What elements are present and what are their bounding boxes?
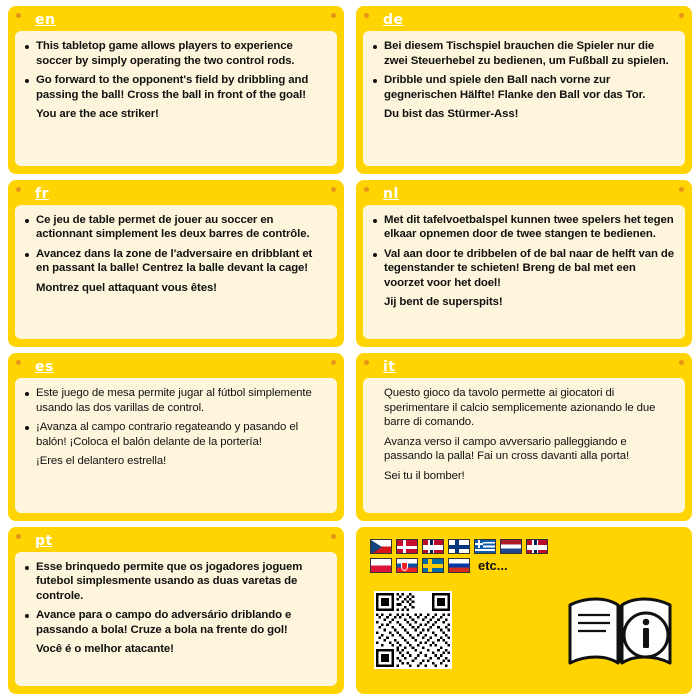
bullet-icon-blank (24, 287, 33, 291)
bullet-icon (372, 219, 381, 223)
bullet-icon-blank (24, 113, 33, 117)
text-panel-fr (15, 205, 337, 340)
info-bottom-row (366, 575, 682, 687)
paragraph-text: Val aan door te dribbelen of de bal naar de helft van de tegenstander te schieten! Breng de bal met een voorzet voor het doel! (384, 247, 674, 289)
paragraph (24, 420, 328, 449)
paragraph-text: Avanza verso il campo avversario palleggiando e passando la palla! Fai un cross davanti alla porta! (384, 435, 630, 463)
flag-czech-icon (370, 539, 392, 554)
bullet-icon-blank (372, 475, 381, 479)
flag-slovakia-icon (396, 558, 418, 573)
language-tag-it: it (383, 359, 396, 375)
paragraph (24, 608, 328, 637)
language-card-en (8, 6, 344, 174)
flag-denmark-icon (396, 539, 418, 554)
language-tag-de: de (383, 12, 404, 28)
bullet-icon (24, 426, 33, 430)
language-card-es (8, 353, 344, 521)
paragraph-text: Avancez dans la zone de l'adversaire en dribblant et en passant la balle! Centrez la balle devant la cage! (36, 247, 313, 275)
bullet-icon-blank (24, 460, 33, 464)
qr-code-icon[interactable] (374, 591, 452, 669)
paragraph-text: Este juego de mesa permite jugar al fútbol simplemente usando las dos varillas de control. (36, 387, 312, 414)
paragraph-text: You are the ace striker! (36, 108, 159, 121)
bullet-icon (372, 253, 381, 257)
flag-russia-icon (448, 558, 470, 573)
bullet-icon (24, 392, 33, 396)
language-card-pt (8, 527, 344, 695)
paragraph (372, 386, 676, 430)
paragraph-text: Sei tu il bomber! (384, 469, 465, 482)
bullet-icon-blank (372, 301, 381, 305)
language-tag-pt: pt (35, 532, 53, 549)
paragraph (372, 213, 676, 242)
bullet-icon-blank (24, 648, 33, 652)
flags-row-secondary (370, 558, 682, 573)
flag-netherlands-icon (500, 539, 522, 554)
paragraph-text: Avance para o campo do adversário driblando e passando a bola! Cruze a bola na frente do gol! (36, 609, 292, 636)
paragraph (372, 295, 676, 310)
flag-poland-icon (370, 558, 392, 573)
language-card-fr (8, 180, 344, 348)
paragraph (24, 213, 328, 242)
paragraph (24, 454, 328, 469)
flag-greece-icon (474, 539, 496, 554)
paragraph (372, 247, 676, 291)
additional-languages-card (356, 527, 692, 695)
paragraph-text: Você é o melhor atacante! (36, 643, 174, 656)
flag-iceland-icon (422, 539, 444, 554)
language-tag-en: en (35, 12, 56, 28)
paragraph-text: Ce jeu de table permet de jouer au soccer en actionnant simplement les deux barres de contrôle. (36, 213, 310, 241)
language-card-de (356, 6, 692, 174)
language-tag-es: es (35, 359, 54, 375)
paragraph (24, 247, 328, 276)
paragraph (24, 560, 328, 604)
paragraph-text: ¡Avanza al campo contrario regateando y pasando el balón! ¡Coloca el balón delante de la portería! (36, 421, 299, 448)
paragraph (372, 435, 676, 464)
bullet-icon-blank (372, 392, 381, 396)
instruction-manual-icon (566, 589, 674, 671)
paragraph (24, 281, 328, 296)
paragraph (24, 107, 328, 122)
flag-finland-icon (448, 539, 470, 554)
paragraph-text: Met dit tafelvoetbalspel kunnen twee spelers het tegen elkaar opnemen door de twee stangen te bedienen. (384, 213, 674, 241)
bullet-icon (24, 219, 33, 223)
bullet-icon-blank (372, 441, 381, 445)
bullet-icon (24, 566, 33, 570)
paragraph (24, 386, 328, 415)
paragraph (372, 73, 676, 102)
paragraph (372, 39, 676, 68)
paragraph-text: Bei diesem Tischspiel brauchen die Spieler nur die zwei Steuerhebel zu bedienen, um Fußball zu spielen. (384, 40, 669, 67)
paragraph (372, 469, 676, 484)
bullet-icon (24, 79, 33, 83)
text-panel-en (15, 31, 337, 166)
paragraph-text: Dribble und spiele den Ball nach vorne zur gegnerischen Hälfte! Flanke den Ball vor das Tor. (384, 74, 646, 101)
bullet-icon (372, 79, 381, 83)
paragraph (24, 642, 328, 657)
language-card-nl (356, 180, 692, 348)
paragraph (24, 39, 328, 68)
bullet-icon (24, 45, 33, 49)
text-panel-de (363, 31, 685, 166)
bullet-icon (24, 253, 33, 257)
flags-row-primary (370, 539, 682, 554)
paragraph-text: Esse brinquedo permite que os jogadores joguem futebol simplesmente usando as duas varetas de controle. (36, 560, 303, 602)
bullet-icon (372, 45, 381, 49)
paragraph (24, 73, 328, 102)
paragraph-text: ¡Eres el delantero estrella! (36, 455, 167, 468)
paragraph (372, 107, 676, 122)
flag-norway-icon (526, 539, 548, 554)
language-tag-fr: fr (35, 185, 49, 202)
paragraph-text: Jij bent de superspits! (384, 296, 503, 309)
paragraph-text: Questo gioco da tavolo permette ai giocatori di sperimentare il calcio semplicemente azionando le due barre di comando. (384, 387, 656, 429)
text-panel-it (363, 378, 685, 513)
paragraph-text: Du bist das Stürmer-Ass! (384, 108, 519, 121)
paragraph-text: Montrez quel attaquant vous êtes! (36, 281, 217, 294)
bullet-icon (24, 614, 33, 618)
language-tag-nl: nl (383, 185, 399, 202)
paragraph-text: This tabletop game allows players to experience soccer by simply operating the two control rods. (36, 40, 295, 67)
paragraph-text: Go forward to the opponent's field by dribbling and passing the ball! Cross the ball in front of the goal! (36, 74, 309, 101)
bullet-icon-blank (372, 113, 381, 117)
language-card-it (356, 353, 692, 521)
text-panel-pt (15, 552, 337, 687)
text-panel-nl (363, 205, 685, 340)
text-panel-es (15, 378, 337, 513)
flag-sweden-icon (422, 558, 444, 573)
etc-label: etc... (478, 557, 508, 573)
